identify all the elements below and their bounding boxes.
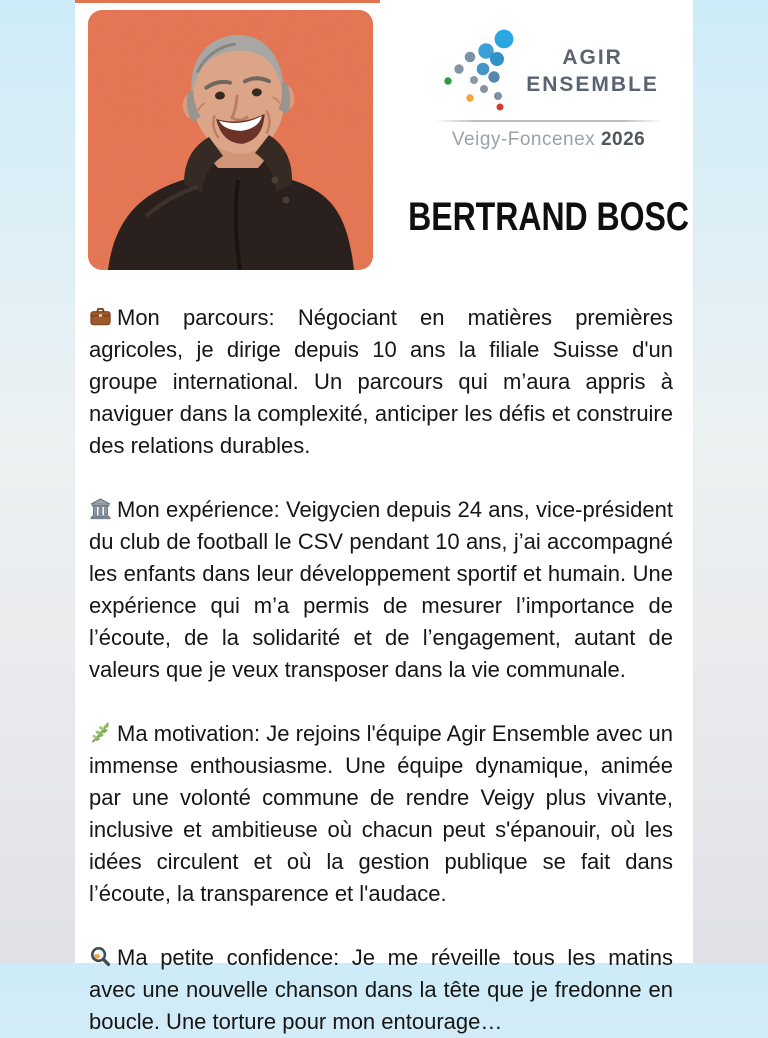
briefcase-icon bbox=[89, 305, 112, 328]
candidate-name: BERTRAND BOSC bbox=[408, 195, 690, 239]
paragraph-parcours bbox=[89, 302, 673, 462]
paragraph-text: Mon expérience: Veigycien depuis 24 ans, vice-président du club de football le CSV pendant 10 ans, j’ai accompagné les enfants dans leur développement sportif et humain. Une expérience qui m’a permis de mesurer l’importance de l’écoute, de la solidarité et de l’engagement, autant de valeurs que je veux transposer dans la vie communale. bbox=[89, 497, 673, 682]
candidate-photo bbox=[88, 10, 373, 270]
header bbox=[75, 0, 693, 270]
logo-dots-icon bbox=[438, 27, 516, 115]
bank-icon bbox=[89, 497, 112, 520]
logo-line-1: AGIR bbox=[562, 46, 623, 69]
paragraph-text: Ma petite confidence: Je me réveille tous les matins avec une nouvelle chanson dans la tête que je fredonne en boucle. Une torture pour mon entourage… bbox=[89, 945, 673, 1034]
logo-wordmark bbox=[526, 44, 659, 98]
logo-location: Veigy-Foncenex bbox=[451, 129, 596, 150]
logo-divider bbox=[435, 120, 663, 122]
agir-ensemble-logo bbox=[438, 27, 659, 115]
logo-line-2: ENSEMBLE bbox=[526, 73, 659, 96]
profile-card bbox=[75, 0, 693, 1034]
brand-column bbox=[373, 10, 724, 270]
paragraph-text: Mon parcours: Négociant en matières premières agricoles, je dirige depuis 10 ans la filiale Suisse d'un groupe international. Un parcours qui m’aura appris à naviguer dans la complexité, anticiper les défis et construire des relations durables. bbox=[89, 305, 673, 458]
paragraph-experience bbox=[89, 494, 673, 686]
paragraph-confidence bbox=[89, 942, 673, 1038]
top-accent-line bbox=[75, 0, 380, 3]
bio-content bbox=[75, 302, 693, 1038]
logo-subtitle bbox=[452, 129, 645, 151]
paragraph-text: Ma motivation: Je rejoins l'équipe Agir Ensemble avec un immense enthousiasme. Une équipe dynamique, animée par une volonté commune de rendre Veigy plus vivante, inclusive et ambitieuse où chacun peut s'épanouir, où les idées circulent et où la gestion publique se fait dans l’écoute, la transparence et l'audace. bbox=[89, 721, 673, 906]
herb-icon bbox=[89, 721, 112, 744]
logo-year: 2026 bbox=[600, 129, 646, 150]
magnifier-icon bbox=[89, 945, 112, 968]
paragraph-motivation bbox=[89, 718, 673, 910]
